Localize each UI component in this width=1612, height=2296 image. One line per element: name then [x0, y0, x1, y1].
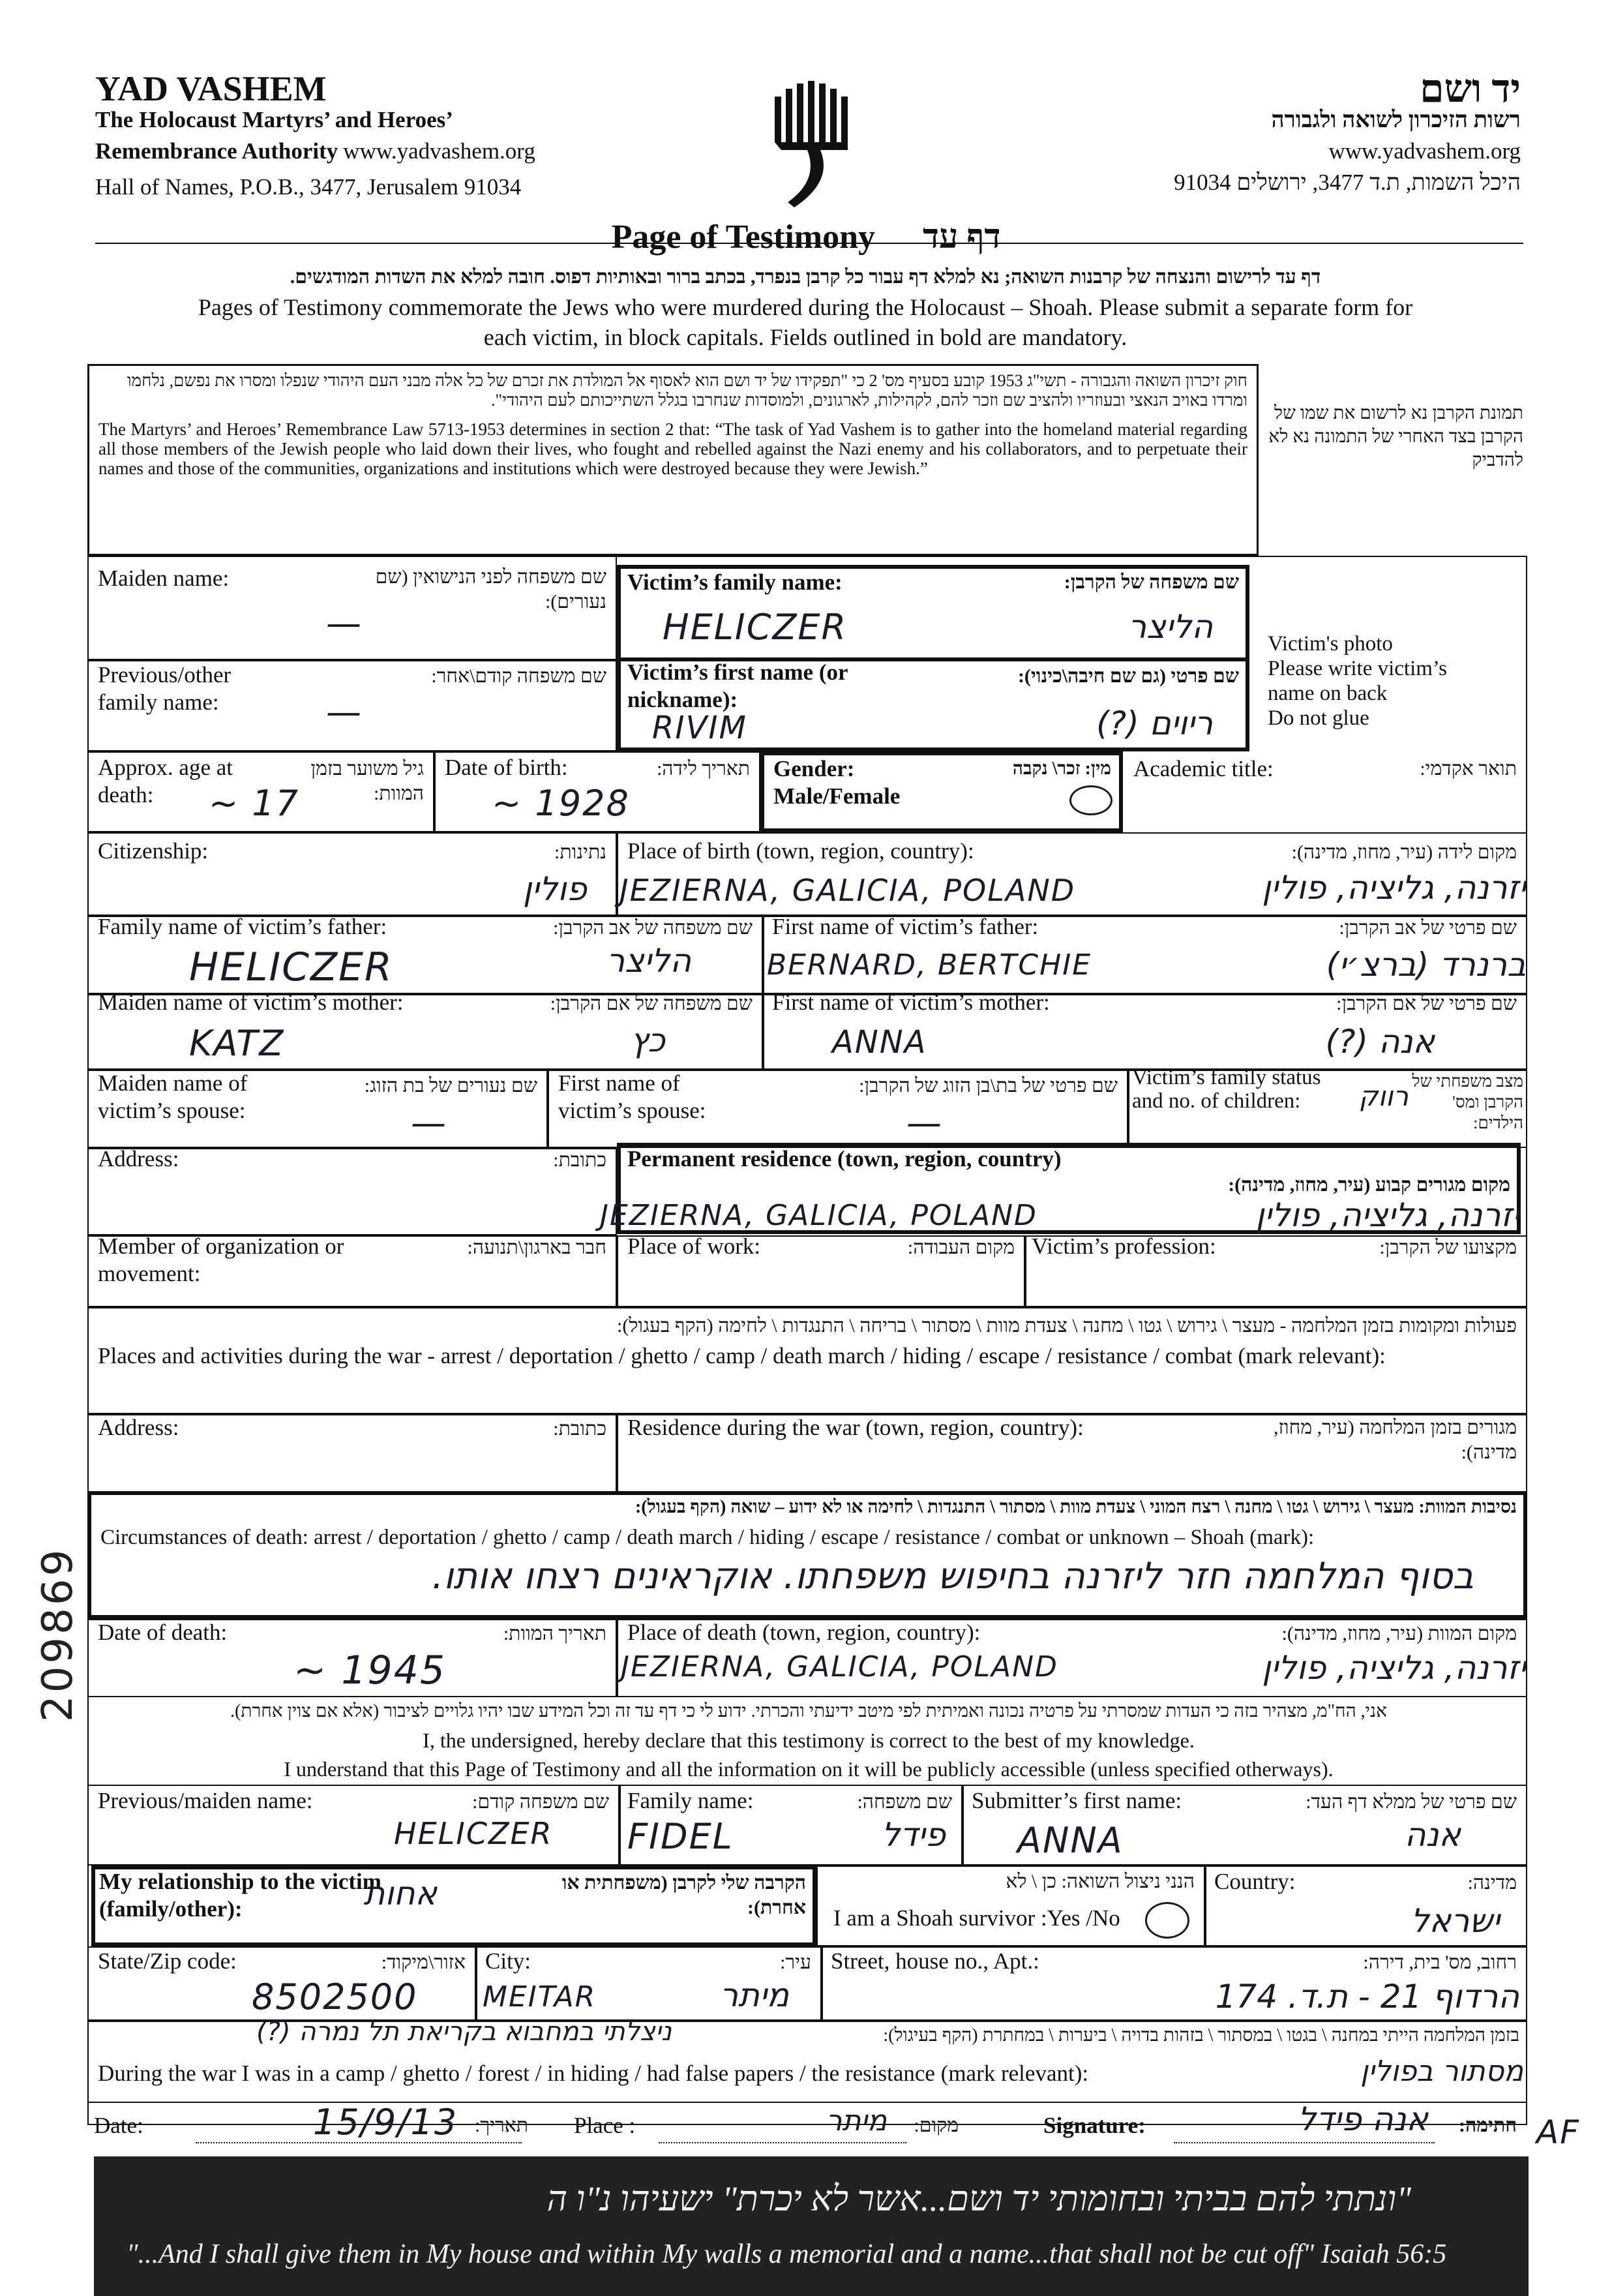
gender-label: Gender: Male/Female: [773, 756, 901, 809]
family-status-label-he: מצב משפחתי של הקרבן ומס' הילדים:: [1412, 1072, 1523, 1132]
org-name-he: יד ושם: [1420, 67, 1521, 110]
form-title: [0, 218, 1612, 256]
mother-first-label: First name of victim’s mother:: [772, 989, 1050, 1015]
first-name-value-he[interactable]: ריוים (?): [1096, 704, 1213, 742]
during-war-label-he: בזמן המלחמה הייתי במחנה \ בגטו \ במסתור \ בזהות בדויה \ ביערות \ במחתרת (הקף בעיגול):: [883, 2025, 1519, 2046]
dod-label: Date of death:: [98, 1620, 228, 1645]
profession-label: Victim’s profession:: [1032, 1233, 1216, 1259]
father-first-label-he: שם פרטי של אב הקרבן:: [1339, 917, 1517, 939]
father-family-value[interactable]: HELICZER: [189, 944, 393, 990]
dod-value[interactable]: ~ 1945: [293, 1648, 447, 1693]
submitter-family-label: Family name:: [627, 1788, 754, 1813]
pob-label: Place of birth (town, region, country):: [627, 838, 974, 864]
street-value[interactable]: הרדוף 21 - ת.ד. 174: [1215, 1978, 1519, 2016]
dob-value[interactable]: ~ 1928: [492, 783, 630, 824]
first-name-label: Victim’s first name (or nickname):: [627, 659, 848, 712]
country-label: Country:: [1214, 1869, 1296, 1894]
gender-label-he: מין: זכר\ נקבה: [1012, 759, 1111, 779]
work-label-he: מקום העבודה:: [907, 1237, 1015, 1258]
family-status-label: Victim’s family status and no. of children:: [1132, 1066, 1321, 1113]
place-value[interactable]: מיתר: [826, 2104, 887, 2137]
city-value-he[interactable]: מיתר: [719, 1976, 789, 2014]
dod-label-he: תאריך המוות:: [503, 1623, 606, 1644]
side-number: 209869: [34, 1547, 82, 1722]
survivor-label: I am a Shoah survivor :Yes /No: [833, 1905, 1120, 1931]
circumstances-label-he: נסיבות המוות: מעצר \ גירוש \ גטו \ מחנה \ רצח המוני \ צעדת מוות \ מסתור \ התנגדות \ לחימה או לא ידוע – שואה (הקף בעגול):: [634, 1497, 1517, 1517]
gender-male-circle[interactable]: [1069, 785, 1112, 815]
intro-en-2: each victim, in block capitals. Fields outlined in bold are mandatory.: [483, 324, 1127, 350]
mother-maiden-value[interactable]: KATZ: [189, 1023, 285, 1064]
form-title-he: דף עד: [923, 219, 1001, 256]
city-label: City:: [485, 1948, 531, 1974]
prev-name-label-he: שם משפחה קודם\אחר:: [431, 665, 606, 687]
org-sub1: The Holocaust Martyrs’ and Heroes’: [95, 107, 453, 132]
org-address: Hall of Names, P.O.B., 3477, Jerusalem 91034: [95, 174, 522, 200]
submitter-first-value-he[interactable]: אנה: [1404, 1816, 1461, 1854]
family-name-value-he[interactable]: הליצר: [1127, 608, 1213, 646]
age-label: Approx. age at death:: [98, 755, 233, 808]
residence-value[interactable]: JEZIERNA, GALICIA, POLAND: [600, 1199, 1037, 1232]
mother-maiden-label: Maiden name of victim’s mother:: [98, 989, 404, 1015]
date-label: Date:: [94, 2113, 143, 2138]
maiden-name-label-he: שם משפחה לפני הנישואין (שם נעורים):: [375, 566, 606, 612]
war-address-label: Address:: [98, 1415, 179, 1440]
form-title-en: Page of Testimony: [611, 219, 876, 256]
prev-name-value[interactable]: —: [326, 691, 363, 733]
relationship-value[interactable]: אחות: [363, 1875, 437, 1912]
war-activities-label: Places and activities during the war - arrest / deportation / ghetto / camp / death march / hiding / escape / resistance / combat (mark relevant):: [98, 1343, 1386, 1368]
mother-maiden-label-he: שם משפחה של אם הקרבן:: [550, 993, 753, 1014]
circumstances-label: Circumstances of death: arrest / deportation / ghetto / camp / death march / hiding / escape / resistance / combat or unknown – Shoah (mark):: [100, 1526, 1315, 1549]
law-he: חוק זיכרון השואה והגבורה - תשי"ג 1953 קובע בסעיף מס' 2 כי "תפקידו של יד ושם הוא לאסוף אל המולדת את זכרם של כל אלה מבני העם היהודי שנפלו ומסרו את נפשם, נלחמו ומרדו באויב הנאצי ובעוזריו ולהציב שם וזכר להם, לקהילות, לארגונים, ולמוסדות שנחרבו בגלל השתייכותם לעם היהודי".: [127, 371, 1247, 410]
declaration-line-1: I, the undersigned, hereby declare that this testimony is correct to the best of my knowledge.: [423, 1729, 1195, 1752]
academic-title-label-he: תואר אקדמי:: [1420, 758, 1517, 779]
father-family-label: Family name of victim’s father:: [98, 914, 387, 939]
mother-first-value[interactable]: ANNA: [832, 1024, 927, 1061]
spouse-first-label: First name of victim’s spouse:: [558, 1070, 706, 1123]
submitter-prev-label-he: שם משפחה קודם:: [472, 1791, 609, 1813]
submitter-first-value[interactable]: ANNA: [1017, 1820, 1124, 1861]
signature-line: [1174, 2142, 1435, 2143]
pod-label: Place of death (town, region, country):: [627, 1620, 981, 1645]
date-label-he: תאריך:: [475, 2115, 528, 2136]
relationship-label-he: הקרבה שלי לקרבן (משפחתית או אחרת):: [561, 1872, 806, 1918]
signature-value[interactable]: אנה פידל: [1297, 2100, 1428, 2138]
footer-banner: [94, 2156, 1529, 2296]
during-war-label: During the war I was in a camp / ghetto / forest / in hiding / had false papers / the resistance (mark relevant):: [98, 2061, 1089, 2086]
prev-name-label: Previous/other family name:: [98, 662, 231, 715]
submitter-prev-value[interactable]: HELICZER: [394, 1816, 553, 1851]
citizenship-label-he: נתינות:: [554, 841, 606, 863]
photo-line-3: name on back: [1268, 682, 1388, 705]
photo-line-4: Do not glue: [1268, 706, 1369, 730]
declaration: [98, 1697, 1519, 1783]
spouse-maiden-value[interactable]: —: [411, 1102, 447, 1143]
pob-value-he[interactable]: יזרנה, גליציה, פולין: [1262, 869, 1526, 907]
org-name: YAD VASHEM: [95, 69, 327, 108]
header-left: [95, 69, 535, 203]
during-war-value[interactable]: מסתור בפולין: [1360, 2055, 1523, 2088]
photo-line-2: Please write victim’s: [1268, 657, 1447, 680]
org-url-he[interactable]: www.yadvashem.org: [1328, 138, 1521, 164]
place-line: [659, 2142, 906, 2143]
mother-first-label-he: שם פרטי של אם הקרבן:: [1336, 993, 1517, 1014]
family-name-value[interactable]: HELICZER: [663, 607, 848, 648]
family-status-value[interactable]: רווק: [1358, 1080, 1409, 1112]
residence-value-he[interactable]: יזרנה, גליציה, פולין: [1255, 1196, 1519, 1234]
relationship-label: My relationship to the victim (family/other):: [99, 1869, 381, 1922]
initials-value[interactable]: AF: [1536, 2113, 1580, 2151]
dob-label: Date of birth:: [445, 755, 568, 780]
street-label-he: רחוב, מס' בית, דירה:: [1363, 1952, 1517, 1973]
street-label: Street, house no., Apt.:: [831, 1948, 1039, 1974]
war-activities-label-he: פעולות ומקומות בזמן המלחמה - מעצר \ גירוש \ גטו \ מחנה \ צעדת מוות \ מסתור \ בריחה \ התנגדות \ לחימה (הקף בעגול):: [617, 1315, 1517, 1337]
submitter-family-label-he: שם משפחה:: [857, 1791, 952, 1813]
member-label: Member of organization or movement:: [98, 1233, 344, 1286]
pod-value-he[interactable]: יזרנה, גליציה, פולין: [1262, 1649, 1526, 1687]
war-residence-label: Residence during the war (town, region, country):: [627, 1415, 1084, 1440]
pob-value[interactable]: JEZIERNA, GALICIA, POLAND: [619, 873, 1076, 908]
spouse-first-label-he: שם פרטי של בת\בן הזוג של הקרבן:: [859, 1075, 1118, 1096]
address-label: Address:: [98, 1146, 179, 1171]
intro: [78, 262, 1532, 352]
first-name-label-he: שם פרטי (גם שם חיבה\כינוי):: [1017, 665, 1239, 687]
country-value[interactable]: ישראל: [1410, 1902, 1500, 1940]
father-family-value-he[interactable]: הליצר: [606, 942, 691, 980]
war-residence-label-he: מגורים בזמן המלחמה (עיר, מחוז, מדינה):: [1274, 1417, 1517, 1463]
place-label: Place :: [574, 2113, 636, 2138]
family-name-label-he: שם משפחה של הקרבן:: [1064, 571, 1239, 593]
mother-maiden-value-he[interactable]: כץ: [630, 1021, 665, 1059]
maiden-name-label: Maiden name:: [98, 566, 230, 591]
date-line: [196, 2142, 522, 2143]
pod-value[interactable]: JEZIERNA, GALICIA, POLAND: [621, 1650, 1058, 1684]
header-right: [1174, 67, 1521, 198]
submitter-family-value[interactable]: FIDEL: [627, 1816, 734, 1857]
submitter-first-label: Submitter’s first name:: [972, 1788, 1182, 1813]
father-first-label: First name of victim’s father:: [772, 914, 1039, 939]
age-value[interactable]: ~ 17: [209, 783, 300, 824]
law-box: [87, 364, 1259, 556]
member-label-he: חבר בארגון\תנועה:: [467, 1237, 606, 1258]
photo-line-1: Victim's photo: [1268, 632, 1393, 656]
spouse-maiden-label: Maiden name of victim’s spouse:: [98, 1070, 248, 1123]
city-value[interactable]: MEITAR: [483, 1980, 597, 2014]
intro-he: דף עד לרישום והנצחה של קרבנות השואה; נא למלא דף עבור כל קרבן בנפרד, בכתב ברור ובאותיות דפוס. חובה למלא את השדות המודגשים.: [290, 266, 1321, 288]
submitter-prev-label: Previous/maiden name:: [98, 1788, 313, 1813]
dob-label-he: תאריך לידה:: [656, 758, 750, 779]
profession-label-he: מקצועו של הקרבן:: [1379, 1237, 1517, 1258]
mother-first-value-he[interactable]: אנה (?): [1325, 1023, 1435, 1061]
zip-label: State/Zip code:: [98, 1948, 237, 1974]
org-sub2: Remembrance Authority: [95, 138, 338, 164]
maiden-name-value[interactable]: —: [326, 603, 363, 644]
photo-instructions-he: תמונת הקרבן נא לרשום את שמו של הקרבן בצד האחרי של התמונה נא לא להדביק: [1268, 403, 1523, 470]
age-label-he: גיל משוער בזמן המוות:: [310, 758, 424, 804]
zip-value[interactable]: 8502500: [252, 1976, 418, 2017]
residence-label: Permanent residence (town, region, country): [627, 1146, 1062, 1171]
spouse-maiden-label-he: שם נעורים של בת הזוג:: [364, 1075, 537, 1096]
survivor-no-circle[interactable]: [1145, 1902, 1189, 1939]
citizenship-label: Citizenship:: [98, 838, 209, 864]
signature-label: Signature:: [1043, 2113, 1146, 2138]
declaration-he: אני, הח"מ, מצהיר בזה כי העדות שמסרתי על פרטיה נכונה ואמיתית לפי מיטב ידיעתי והכרתי. ידוע לי כי דף עד זה וכל המידע שבו יהיו גלויים לציבור (אלא אם צוין אחרת).: [230, 1701, 1387, 1721]
survivor-label-he: הנני ניצול השואה: כן \ לא: [1006, 1871, 1195, 1892]
org-sub-he: רשות הזיכרון לשואה ולגבורה: [1271, 107, 1521, 132]
father-first-value[interactable]: BERNARD, BERTCHIE: [767, 948, 1092, 982]
residence-label-he: מקום מגורים קבוע (עיר, מחוז, מדינה):: [1228, 1174, 1510, 1196]
city-label-he: עיר:: [780, 1952, 811, 1973]
date-value[interactable]: 15/9/13: [313, 2102, 458, 2143]
work-label: Place of work:: [627, 1233, 761, 1259]
law-en: The Martyrs’ and Heroes’ Remembrance Law 5713-1953 determines in section 2 that: “The task of Yad Vashem is to gather into the homeland material regarding all those members of the Jewish people who laid down their lives, who fought and rebelled against the Nazi enemy and his collaborators, and to perpetuate their names and those of the communities, organizations and institutions which were destroyed because they were Jewish.”: [98, 419, 1247, 478]
org-address-he: היכל השמות, ת.ד 3477, ירושלים 91034: [1174, 170, 1521, 195]
first-name-value[interactable]: RIVIM: [652, 710, 747, 746]
footer-quote-he: "ונתתי להם בביתי ובחומותי יד ושם...אשר לא יכרת" ישעיהו נ"ו ה: [546, 2179, 1411, 2218]
pod-label-he: מקום המוות (עיר, מחוז, מדינה):: [1281, 1623, 1517, 1644]
footer-quote-en: "...And I shall give them in My house and within My walls a memorial and a name...that shall not be cut off" Isaiah 56:5: [127, 2239, 1447, 2269]
zip-label-he: אזור\מיקוד:: [381, 1952, 466, 1973]
citizenship-value[interactable]: פולין: [522, 870, 587, 908]
signature-label-he: חתימה:: [1459, 2115, 1517, 2136]
place-label-he: מקום:: [914, 2115, 959, 2136]
pob-label-he: מקום לידה (עיר, מחוז, מדינה):: [1291, 841, 1517, 863]
declaration-line-2: I understand that this Page of Testimony and all the information on it will be publicly accessible (unless specified otherways).: [284, 1757, 1334, 1781]
org-url[interactable]: www.yadvashem.org: [343, 138, 535, 164]
submitter-family-value-he[interactable]: פידל: [881, 1816, 946, 1854]
academic-title-label: Academic title:: [1133, 756, 1274, 781]
yad-vashem-logo-icon: [768, 77, 853, 214]
family-name-label: Victim’s family name:: [627, 569, 843, 595]
spouse-first-value[interactable]: —: [906, 1102, 943, 1143]
father-family-label-he: שם משפחה של אב הקרבן:: [553, 917, 753, 939]
father-first-value-he[interactable]: ברנרד (ברצ׳י): [1326, 946, 1526, 984]
address-label-he: כתובת:: [553, 1149, 606, 1171]
during-war-note[interactable]: ניצלתי במחבוא בקריאת תל נמרה (?): [256, 2017, 672, 2047]
circumstances-value[interactable]: בסוף המלחמה חזר ליזרנה בחיפוש משפחתו. אוקראינים רצחו אותו.: [432, 1555, 1474, 1597]
war-address-label-he: כתובת:: [553, 1418, 606, 1440]
submitter-first-label-he: שם פרטי של ממלא דף העד:: [1306, 1791, 1517, 1813]
country-label-he: מדינה:: [1467, 1872, 1517, 1894]
intro-en-1: Pages of Testimony commemorate the Jews who were murdered during the Holocaust – Shoah. Please submit a separate form for: [198, 294, 1413, 320]
